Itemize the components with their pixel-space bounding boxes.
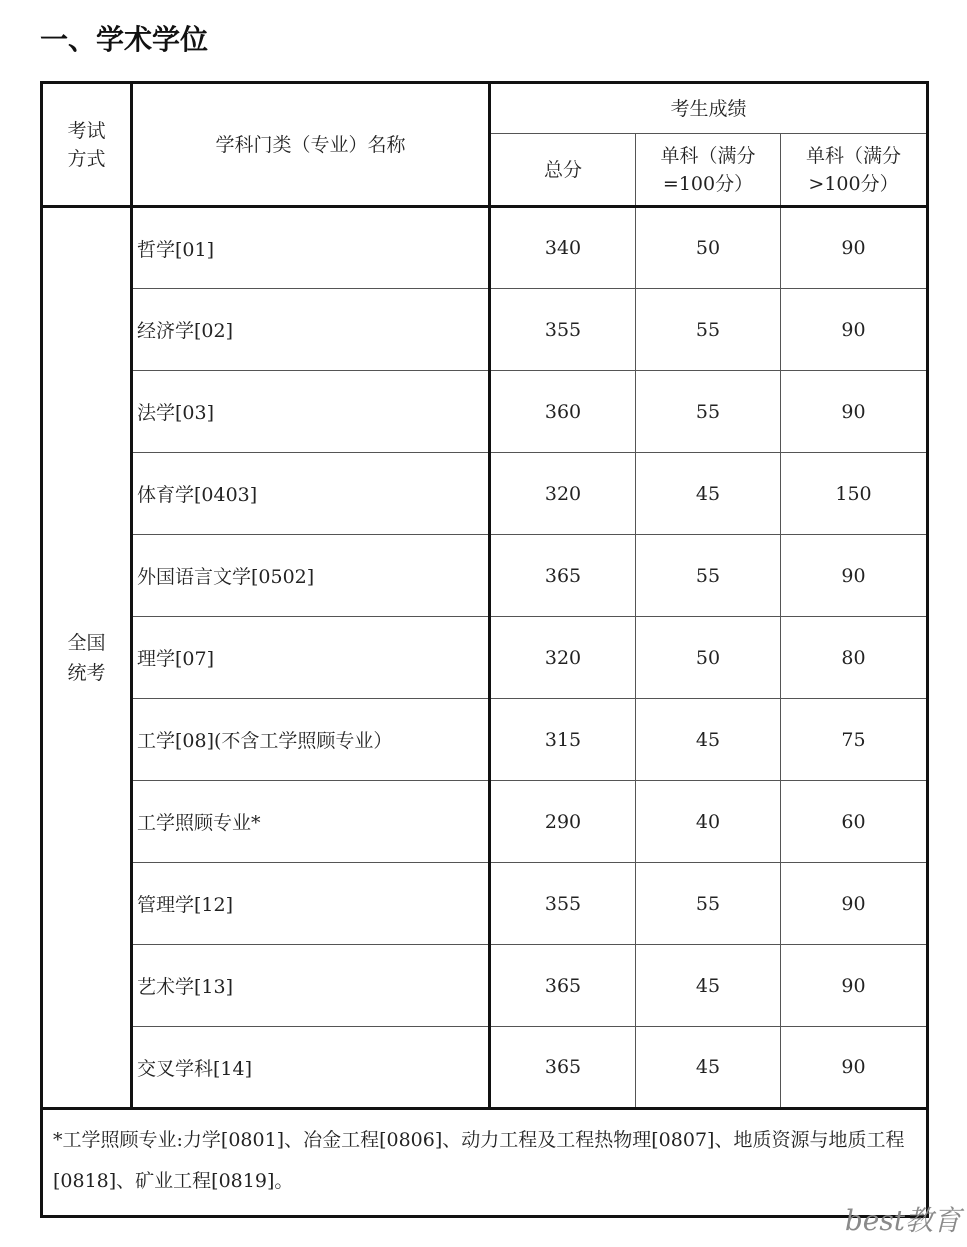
subject-name: 交叉学科[14]	[132, 1027, 490, 1109]
subject-name: 法学[03]	[132, 371, 490, 453]
score-table	[40, 81, 929, 1218]
total-score: 320	[490, 617, 636, 699]
total-score: 315	[490, 699, 636, 781]
single-over-100-score: 90	[781, 207, 928, 289]
table-row	[42, 1027, 928, 1109]
single-over-100-score: 75	[781, 699, 928, 781]
total-score: 340	[490, 207, 636, 289]
single-over-100-score: 90	[781, 289, 928, 371]
subject-name: 外国语言文学[0502]	[132, 535, 490, 617]
single-over-100-score: 150	[781, 453, 928, 535]
subject-name: 艺术学[13]	[132, 945, 490, 1027]
single-100-score: 45	[636, 1027, 781, 1109]
watermark: best教育	[844, 1204, 961, 1237]
single-over-100-score: 90	[781, 1027, 928, 1109]
single-over-100-score: 60	[781, 781, 928, 863]
single-over-100-score: 90	[781, 535, 928, 617]
single-100-score: 40	[636, 781, 781, 863]
header-total-score: 总分	[490, 134, 636, 207]
single-over-100-score: 80	[781, 617, 928, 699]
single-100-score: 45	[636, 945, 781, 1027]
total-score: 290	[490, 781, 636, 863]
single-100-score: 55	[636, 863, 781, 945]
table-row	[42, 453, 928, 535]
total-score: 320	[490, 453, 636, 535]
total-score: 365	[490, 1027, 636, 1109]
subject-name: 管理学[12]	[132, 863, 490, 945]
table-row	[42, 863, 928, 945]
table-row	[42, 781, 928, 863]
exam-method-cell: 全国统考	[42, 207, 132, 1109]
footnote-row	[42, 1109, 928, 1217]
section-title: 一、学术学位	[40, 23, 209, 56]
single-100-score: 45	[636, 453, 781, 535]
table-row	[42, 289, 928, 371]
table-row	[42, 371, 928, 453]
single-100-score: 50	[636, 207, 781, 289]
total-score: 365	[490, 535, 636, 617]
single-100-score: 55	[636, 371, 781, 453]
subject-name: 哲学[01]	[132, 207, 490, 289]
single-100-score: 45	[636, 699, 781, 781]
total-score: 355	[490, 289, 636, 371]
subject-name: 工学照顾专业*	[132, 781, 490, 863]
header-single-100: 单科（满分=100分）	[636, 134, 781, 207]
total-score: 360	[490, 371, 636, 453]
table-row	[42, 207, 928, 289]
single-100-score: 50	[636, 617, 781, 699]
header-scores-group: 考生成绩	[490, 83, 928, 134]
single-over-100-score: 90	[781, 945, 928, 1027]
table-row	[42, 699, 928, 781]
header-exam-method: 考试方式	[42, 83, 132, 207]
table-row	[42, 945, 928, 1027]
footnote: *工学照顾专业:力学[0801]、冶金工程[0806]、动力工程及工程热物理[0807]、地质资源与地质工程[0818]、矿业工程[0819]。	[42, 1109, 928, 1217]
subject-name: 体育学[0403]	[132, 453, 490, 535]
subject-name: 理学[07]	[132, 617, 490, 699]
total-score: 365	[490, 945, 636, 1027]
single-over-100-score: 90	[781, 863, 928, 945]
table-row	[42, 535, 928, 617]
header-single-over-100: 单科（满分>100分）	[781, 134, 928, 207]
total-score: 355	[490, 863, 636, 945]
subject-name: 工学[08](不含工学照顾专业）	[132, 699, 490, 781]
single-100-score: 55	[636, 289, 781, 371]
table-row	[42, 617, 928, 699]
header-subject-name: 学科门类（专业）名称	[132, 83, 490, 207]
single-over-100-score: 90	[781, 371, 928, 453]
single-100-score: 55	[636, 535, 781, 617]
subject-name: 经济学[02]	[132, 289, 490, 371]
